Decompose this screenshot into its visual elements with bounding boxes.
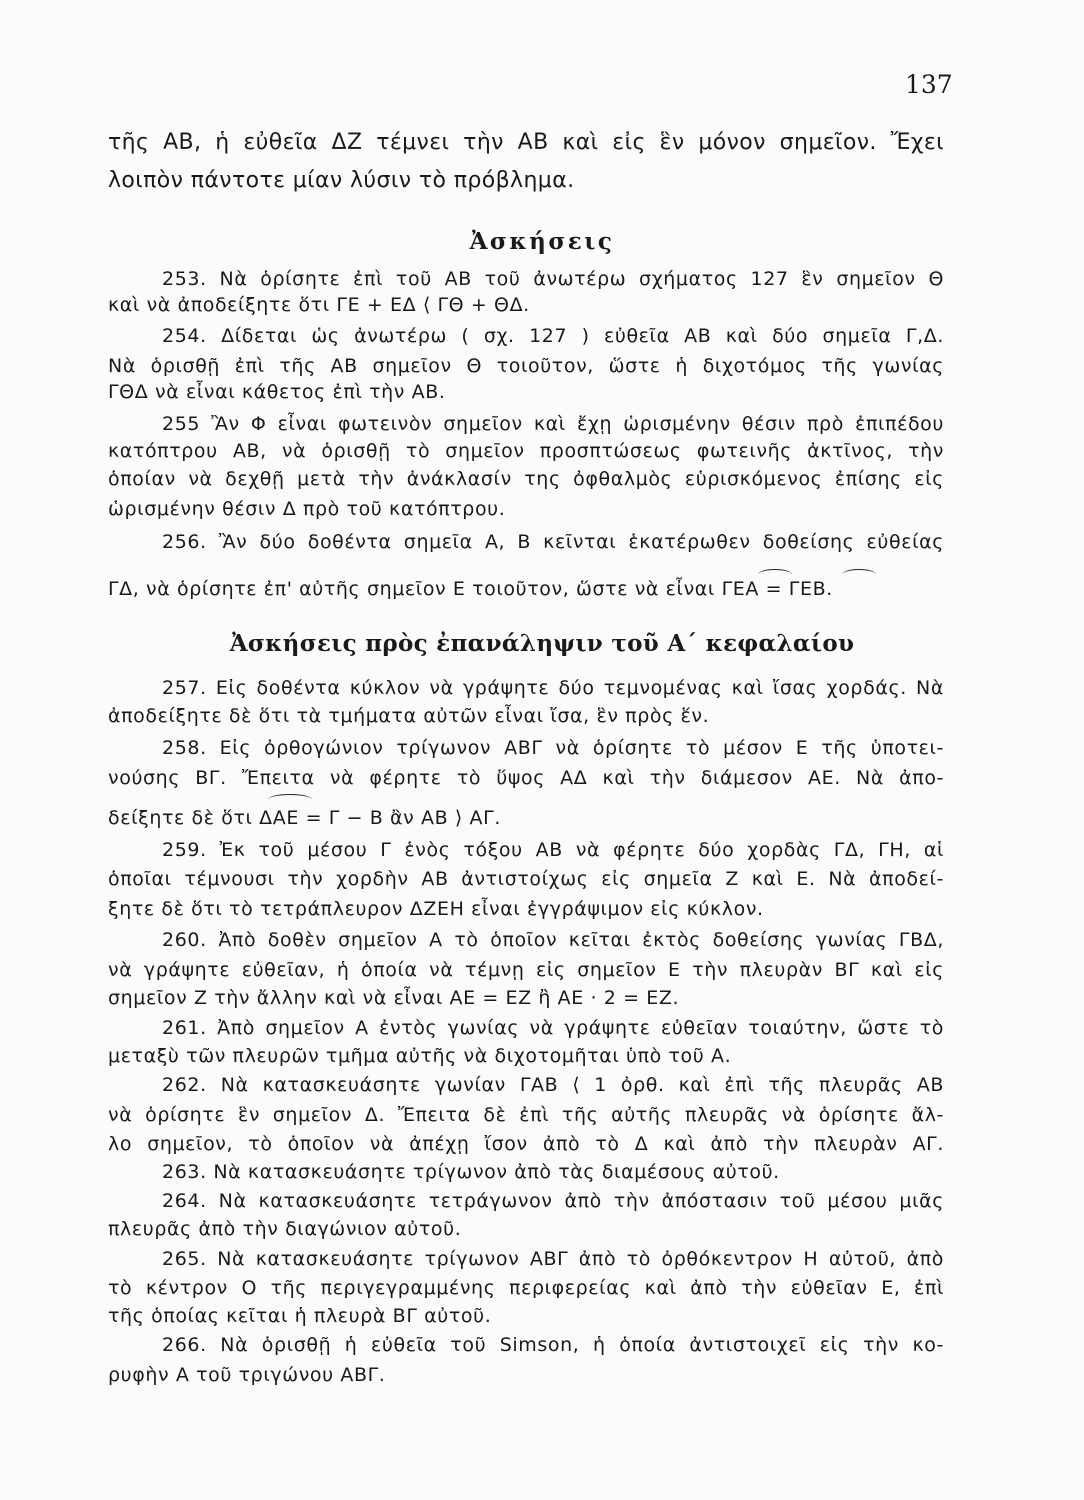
exercise-line: 262. Νὰ κατασκευάσητε γωνίαν ΓΑΒ ⟨ 1 ὀρθ. καὶ ἐπὶ τῆς πλευρᾶς ΑΒ — [162, 1074, 944, 1096]
angle-arc-mark — [758, 569, 792, 580]
exercise-line: νὰ γράψητε εὐθεῖαν, ἡ ὁποία νὰ τέμνῃ εἰς σημεῖον Ε τὴν πλευρὰν ΒΓ καὶ εἰς — [108, 959, 944, 981]
exercise-line: 259. Ἐκ τοῦ μέσου Γ ἑνὸς τόξου ΑΒ νὰ φέρητε δύο χορδὰς ΓΔ, ΓΗ, αἱ — [162, 839, 944, 861]
exercise-line: σημεῖον Ζ τὴν ἄλλην καὶ νὰ εἶναι ΑΕ = ΕΖ ἢ ΑΕ · 2 = ΕΖ. — [108, 987, 680, 1009]
exercise-line: ὡρισμένην θέσιν Δ πρὸ τοῦ κατόπτρου. — [108, 498, 506, 520]
angle-arc-mark — [268, 794, 312, 805]
text-line: λοιπὸν πάντοτε μίαν λύσιν τὸ πρόβλημα. — [108, 168, 575, 193]
exercise-line: 261. Ἀπὸ σημεῖον Α ἐντὸς γωνίας νὰ γράψητε εὐθεῖαν τοιαύτην, ὥστε τὸ — [162, 1017, 944, 1039]
exercise-line: 265. Νὰ κατασκευάσητε τρίγωνον ΑΒΓ ἀπὸ τὸ ὀρθόκεντρον Η αὐτοῦ, ἀπὸ — [162, 1248, 944, 1270]
exercise-line: 264. Νὰ κατασκευάσητε τετράγωνον ἀπὸ τὴν ἀπόστασιν τοῦ μέσου μιᾶς — [162, 1190, 944, 1212]
exercise-line: ξητε δὲ ὅτι τὸ τετράπλευρον ΔΖΕΗ εἶναι ἐγγράψιμον εἰς κύκλον. — [108, 898, 764, 920]
exercise-line: λο σημεῖον, τὸ ὁποῖον νὰ ἀπέχῃ ἴσον ἀπὸ τὸ Δ καὶ ἀπὸ τὴν πλευρὰν ΑΓ. — [108, 1133, 944, 1155]
text-line: τῆς ΑΒ, ἡ εὐθεῖα ΔΖ τέμνει τὴν ΑΒ καὶ εἰς ἓν μόνον σημεῖον. Ἔχει — [108, 130, 944, 155]
exercise-line: κατόπτρου ΑΒ, νὰ ὁρισθῇ τὸ σημεῖον προσπτώσεως φωτεινῆς ἀκτῖνος, τὴν — [108, 440, 944, 462]
exercise-line: 266. Νὰ ὁρισθῇ ἡ εὐθεῖα τοῦ Simson, ἡ ὁποία ἀντιστοιχεῖ εἰς τὴν κο- — [162, 1334, 944, 1356]
exercise-line: 256. Ἂν δύο δοθέντα σημεῖα Α, Β κεῖνται ἑκατέρωθεν δοθείσης εὐθείας — [162, 531, 944, 553]
exercise-line: δείξητε δὲ ὅτι ΔΑΕ = Γ − Β ἂν ΑΒ ⟩ ΑΓ. — [108, 807, 501, 829]
exercise-line: 257. Εἰς δοθέντα κύκλον νὰ γράψητε δύο τεμνομένας καὶ ἴσας χορδάς. Νὰ — [162, 677, 944, 699]
exercise-line: ΓΔ, νὰ ὁρίσητε ἐπ' αὐτῆς σημεῖον Ε τοιοῦτον, ὥστε νὰ εἶναι ΓΕΑ = ΓΕΒ. — [108, 578, 833, 600]
section-heading: Ἀσκήσεις — [469, 228, 615, 255]
exercise-line: 254. Δίδεται ὡς ἀνωτέρω ( σχ. 127 ) εὐθεῖα ΑΒ καὶ δύο σημεῖα Γ,Δ. — [162, 325, 944, 347]
exercise-line: 258. Εἰς ὀρθογώνιον τρίγωνον ΑΒΓ νὰ ὁρίσητε τὸ μέσον Ε τῆς ὑποτει- — [162, 737, 944, 759]
exercise-line: ΓΘΔ νὰ εἶναι κάθετος ἐπὶ τὴν ΑΒ. — [108, 381, 446, 403]
exercise-line: καὶ νὰ ἀποδείξητε ὅτι ΓΕ + ΕΔ ⟨ ΓΘ + ΘΔ. — [108, 294, 530, 316]
exercise-line: 253. Νὰ ὁρίσητε ἐπὶ τοῦ ΑΒ τοῦ ἀνωτέρω σχήματος 127 ἓν σημεῖον Θ — [162, 268, 944, 290]
page-number: 137 — [905, 70, 953, 99]
exercise-line: μεταξὺ τῶν πλευρῶν τμῆμα αὐτῆς νὰ διχοτομῆται ὑπὸ τοῦ Α. — [108, 1045, 732, 1067]
exercise-line: νὰ ὁρίσητε ἓν σημεῖον Δ. Ἔπειτα δὲ ἐπὶ τῆς αὐτῆς πλευρᾶς νὰ ὁρίσητε ἄλ- — [108, 1104, 944, 1126]
exercise-line: ἀποδείξητε δὲ ὅτι τὰ τμήματα αὐτῶν εἶναι ἴσα, ἓν πρὸς ἕν. — [108, 705, 710, 727]
exercise-line: τὸ κέντρον Ο τῆς περιγεγραμμένης περιφερείας καὶ ἀπὸ τὴν εὐθεῖαν Ε, ἐπὶ — [108, 1277, 944, 1299]
exercise-line: Νὰ ὁρισθῇ ἐπὶ τῆς ΑΒ σημεῖον Θ τοιοῦτον, ὥστε ἡ διχοτόμος τῆς γωνίας — [108, 355, 944, 377]
exercise-line: νούσης ΒΓ. Ἔπειτα νὰ φέρητε τὸ ὕψος ΑΔ καὶ τὴν διάμεσον ΑΕ. Νὰ ἀπο- — [108, 767, 944, 789]
section-heading: Ἀσκήσεις πρὸς ἐπανάληψιν τοῦ Α΄ κεφαλαίου — [229, 630, 855, 657]
exercise-line: 255 Ἂν Φ εἶναι φωτεινὸν σημεῖον καὶ ἔχῃ ὡρισμένην θέσιν πρὸ ἐπιπέδου — [162, 413, 944, 435]
angle-arc-mark — [842, 569, 876, 580]
exercise-line: 260. Ἀπὸ δοθὲν σημεῖον Α τὸ ὁποῖον κεῖται ἐκτὸς δοθείσης γωνίας ΓΒΔ, — [162, 929, 944, 951]
exercise-line: 263. Νὰ κατασκευάσητε τρίγωνον ἀπὸ τὰς διαμέσους αὐτοῦ. — [162, 1161, 780, 1183]
exercise-line: ρυφὴν Α τοῦ τριγώνου ΑΒΓ. — [108, 1364, 386, 1386]
exercise-line: ὁποῖαι τέμνουσι τὴν χορδὴν ΑΒ ἀντιστοίχως εἰς σημεῖα Ζ καὶ Ε. Νὰ ἀποδεί- — [108, 868, 944, 890]
exercise-line: πλευρᾶς ἀπὸ τὴν διαγώνιον αὐτοῦ. — [108, 1218, 462, 1240]
exercise-line: τῆς ὁποίας κεῖται ἡ πλευρὰ ΒΓ αὐτοῦ. — [108, 1305, 492, 1327]
exercise-line: ὁποίαν νὰ δεχθῇ μετὰ τὴν ἀνάκλασίν της ὀφθαλμὸς εὑρισκόμενος ἐπίσης εἰς — [108, 468, 944, 490]
